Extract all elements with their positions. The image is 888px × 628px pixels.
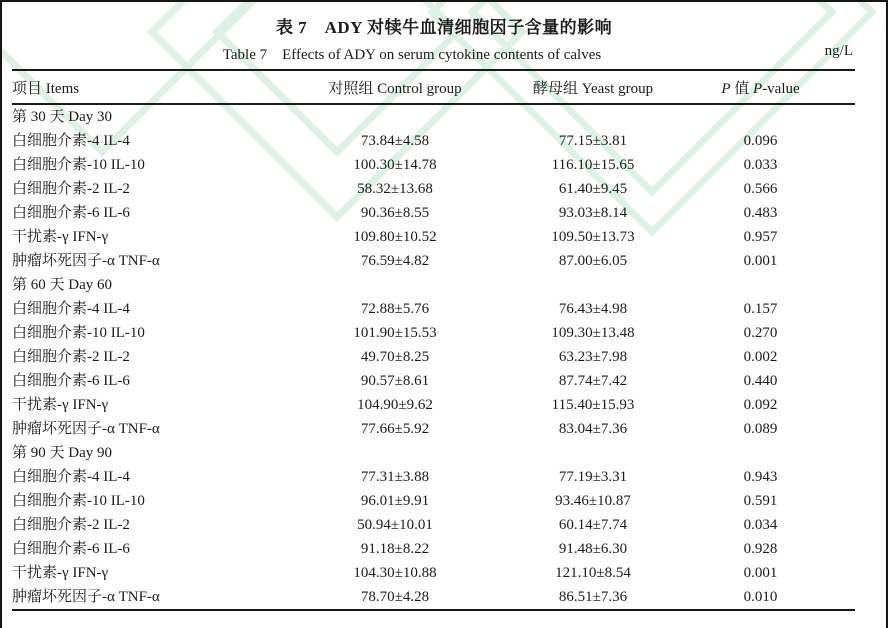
yeast-value-cell: 77.15±3.81 [558, 133, 628, 149]
table-row [12, 537, 855, 561]
yeast-value-cell: 77.19±3.31 [558, 469, 628, 485]
yeast-value-cell: 109.50±13.73 [551, 229, 635, 245]
p-value-cell: 0.096 [743, 133, 778, 149]
item-name-cell: 白细胞介素-4 IL-4 [12, 301, 130, 317]
p-italic: P [753, 80, 763, 97]
item-name-cell: 白细胞介素-10 IL-10 [12, 325, 145, 341]
control-value-cell: 104.90±9.62 [357, 397, 433, 413]
yeast-value-cell: 116.10±15.65 [551, 157, 635, 173]
yeast-value-cell: 61.40±9.45 [558, 181, 628, 197]
p-value-cell: 0.440 [743, 373, 778, 389]
cytokine-table [12, 69, 855, 611]
item-name-cell: 干扰素-γ IFN-γ [12, 397, 109, 413]
item-name-cell: 白细胞介素-6 IL-6 [12, 205, 130, 221]
table-row [12, 249, 855, 273]
p-value-cell: 0.033 [743, 157, 778, 173]
yeast-value-cell: 86.51±7.36 [558, 589, 628, 605]
col-header-items: 项目 Items [12, 80, 80, 97]
item-name-cell: 白细胞介素-2 IL-2 [12, 181, 130, 197]
control-value-cell: 77.31±3.88 [360, 469, 430, 485]
control-value-cell: 104.30±10.88 [353, 565, 437, 581]
table-row [12, 321, 855, 345]
p-value-cell: 0.957 [743, 229, 778, 245]
item-name-cell: 白细胞介素-2 IL-2 [12, 517, 130, 533]
p-value-cell: 0.943 [743, 469, 778, 485]
control-value-cell: 78.70±4.28 [360, 589, 430, 605]
p-italic: P [721, 80, 731, 97]
control-value-cell: 91.18±8.22 [360, 541, 430, 557]
day-group-label: 第 30 天 Day 30 [12, 109, 112, 125]
item-name-cell: 肿瘤坏死因子-α TNF-α [12, 253, 160, 269]
table-row [12, 345, 855, 369]
day-group-label: 第 60 天 Day 60 [12, 277, 112, 293]
p-value-cell: 0.002 [743, 349, 778, 365]
item-name-cell: 白细胞介素-4 IL-4 [12, 133, 130, 149]
yeast-value-cell: 93.46±10.87 [555, 493, 631, 509]
yeast-value-cell: 60.14±7.74 [558, 517, 628, 533]
control-value-cell: 109.80±10.52 [353, 229, 437, 245]
yeast-value-cell: 76.43±4.98 [558, 301, 628, 317]
p-value-cell: 0.270 [743, 325, 778, 341]
p-value-cell: 0.010 [743, 589, 778, 605]
control-value-cell: 76.59±4.82 [360, 253, 430, 269]
table-row [12, 225, 855, 249]
col-header-control: 对照组 Control group [328, 80, 462, 97]
table-row [12, 201, 855, 225]
table-row [12, 153, 855, 177]
control-value-cell: 72.88±5.76 [360, 301, 430, 317]
table-row [12, 561, 855, 585]
control-value-cell: 77.66±5.92 [360, 421, 430, 437]
p-suffix: -value [762, 80, 800, 97]
p-value-cell: 0.001 [743, 253, 778, 269]
item-name-cell: 干扰素-γ IFN-γ [12, 229, 109, 245]
yeast-value-cell: 91.48±6.30 [558, 541, 628, 557]
yeast-value-cell: 87.00±6.05 [558, 253, 628, 269]
yeast-value-cell: 83.04±7.36 [558, 421, 628, 437]
control-value-cell: 50.94±10.01 [357, 517, 433, 533]
item-name-cell: 白细胞介素-10 IL-10 [12, 493, 145, 509]
table-title-en: Table 7 Effects of ADY on serum cytokine contents of calves [222, 47, 602, 63]
control-value-cell: 90.36±8.55 [360, 205, 430, 221]
table-row [12, 369, 855, 393]
day-group-label: 第 90 天 Day 90 [12, 445, 112, 461]
item-name-cell: 白细胞介素-6 IL-6 [12, 541, 130, 557]
item-name-cell: 白细胞介素-10 IL-10 [12, 157, 145, 173]
control-value-cell: 96.01±9.91 [360, 493, 430, 509]
p-value-cell: 0.566 [743, 181, 778, 197]
yeast-value-cell: 121.10±8.54 [555, 565, 631, 581]
item-name-cell: 肿瘤坏死因子-α TNF-α [12, 421, 160, 437]
col-header-yeast: 酵母组 Yeast group [532, 80, 654, 97]
control-value-cell: 73.84±4.58 [360, 133, 430, 149]
yeast-value-cell: 115.40±15.93 [551, 397, 635, 413]
control-value-cell: 49.70±8.25 [360, 349, 430, 365]
p-value-cell: 0.483 [743, 205, 778, 221]
day-group-row [12, 104, 855, 129]
yeast-value-cell: 109.30±13.48 [551, 325, 635, 341]
day-group-row [12, 441, 855, 465]
table-row [12, 489, 855, 513]
table-row [12, 297, 855, 321]
yeast-value-cell: 93.03±8.14 [558, 205, 628, 221]
p-value-cell: 0.591 [743, 493, 778, 509]
table-row [12, 513, 855, 537]
control-value-cell: 90.57±8.61 [360, 373, 430, 389]
item-name-cell: 干扰素-γ IFN-γ [12, 565, 109, 581]
item-name-cell: 白细胞介素-6 IL-6 [12, 373, 130, 389]
p-zh-label: 值 [734, 80, 750, 97]
item-name-cell: 白细胞介素-2 IL-2 [12, 349, 130, 365]
p-value-cell: 0.034 [743, 517, 778, 533]
p-value-cell: 0.157 [743, 301, 778, 317]
control-value-cell: 101.90±15.53 [353, 325, 437, 341]
yeast-value-cell: 63.23±7.98 [558, 349, 628, 365]
table-title-zh: 表 7 ADY 对犊牛血清细胞因子含量的影响 [275, 18, 613, 37]
unit-label: ng/L [824, 43, 853, 59]
table-row [12, 393, 855, 417]
p-value-cell: 0.001 [743, 565, 778, 581]
table-row [12, 417, 855, 441]
col-header-pvalue [666, 70, 855, 104]
item-name-cell: 肿瘤坏死因子-α TNF-α [12, 589, 160, 605]
p-value-cell: 0.928 [743, 541, 778, 557]
p-value-cell: 0.092 [743, 397, 778, 413]
table-row [12, 465, 855, 489]
table-row [12, 177, 855, 201]
item-name-cell: 白细胞介素-4 IL-4 [12, 469, 130, 485]
header-row [12, 70, 855, 104]
table-row [12, 585, 855, 610]
table-row [12, 129, 855, 153]
control-value-cell: 100.30±14.78 [353, 157, 437, 173]
day-group-row [12, 273, 855, 297]
p-value-cell: 0.089 [743, 421, 778, 437]
control-value-cell: 58.32±13.68 [357, 181, 433, 197]
yeast-value-cell: 87.74±7.42 [558, 373, 628, 389]
